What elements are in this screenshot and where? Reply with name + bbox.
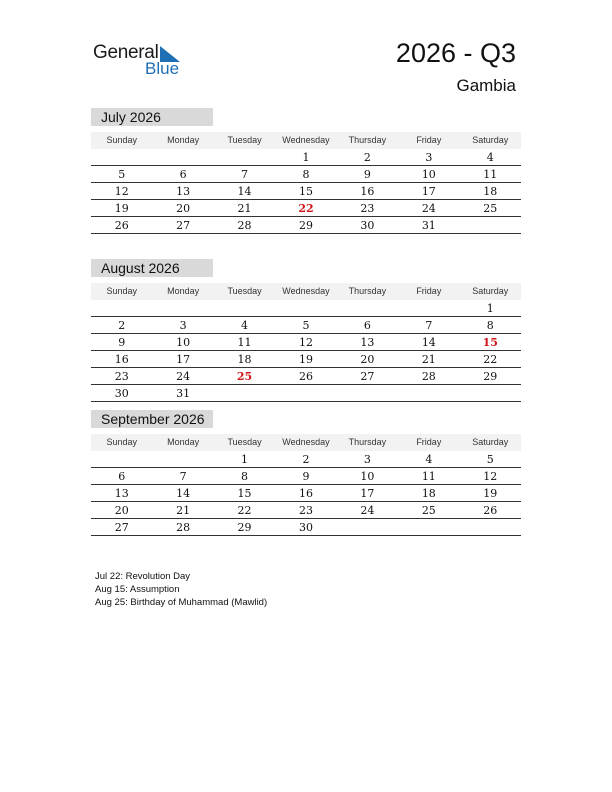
week-row	[91, 519, 521, 536]
empty-day-cell	[91, 451, 152, 467]
empty-day-cell	[275, 300, 336, 316]
empty-day-cell	[214, 385, 275, 401]
day-cell: 23	[114, 370, 129, 383]
month-july	[91, 108, 521, 234]
weekday-label: Sunday	[106, 437, 137, 447]
day-cell: 25	[483, 202, 498, 215]
weekday-label: Monday	[167, 135, 200, 145]
day-cell: 24	[360, 504, 375, 517]
day-cell: 18	[237, 353, 252, 366]
day-cell: 19	[114, 202, 129, 215]
day-cell: 10	[176, 336, 191, 349]
empty-day-cell	[398, 519, 459, 535]
weekday-header-row	[91, 283, 521, 300]
day-cell: 20	[360, 353, 375, 366]
generalblue-logo	[93, 42, 193, 78]
weekday-label: Friday	[416, 437, 442, 447]
day-cell: 19	[483, 487, 498, 500]
day-cell: 3	[179, 319, 187, 332]
weekday-header-row	[91, 132, 521, 149]
day-cell: 28	[421, 370, 436, 383]
page-title: 2026 - Q3	[395, 38, 516, 68]
day-cell: 7	[241, 168, 249, 181]
weekday-label: Sunday	[106, 286, 137, 296]
day-cell: 25	[421, 504, 436, 517]
day-cell: 20	[114, 504, 129, 517]
holiday-day-cell: 22	[298, 202, 314, 215]
week-row	[91, 468, 521, 485]
week-row	[91, 217, 521, 234]
day-cell: 11	[483, 168, 498, 181]
day-cell: 29	[298, 219, 313, 232]
empty-day-cell	[275, 385, 336, 401]
day-cell: 4	[241, 319, 249, 332]
day-cell: 17	[176, 353, 191, 366]
day-cell: 27	[176, 219, 191, 232]
day-cell: 12	[298, 336, 313, 349]
day-cell: 6	[179, 168, 187, 181]
empty-day-cell	[337, 300, 398, 316]
weekday-label: Friday	[416, 286, 442, 296]
empty-day-cell	[460, 217, 521, 233]
day-cell: 22	[483, 353, 498, 366]
holiday-day-cell: 25	[236, 370, 253, 383]
day-cell: 1	[302, 151, 310, 164]
empty-day-cell	[337, 519, 398, 535]
week-row	[91, 502, 521, 519]
week-row	[91, 166, 521, 183]
holiday-note: Aug 25: Birthday of Muhammad (Mawlid)	[95, 597, 268, 608]
day-cell: 26	[114, 219, 129, 232]
holiday-note: Jul 22: Revolution Day	[95, 571, 191, 582]
weekday-label: Sunday	[106, 135, 137, 145]
logo-text-blue: Blue	[145, 59, 180, 78]
empty-day-cell	[460, 385, 521, 401]
weekday-label: Wednesday	[282, 437, 330, 447]
weekday-header-row	[91, 434, 521, 451]
holiday-notes	[95, 570, 267, 609]
holiday-note: Aug 15: Assumption	[95, 584, 180, 595]
day-cell: 26	[298, 370, 313, 383]
weekday-label: Saturday	[472, 286, 509, 296]
weekday-label: Thursday	[348, 286, 387, 296]
week-row	[91, 200, 521, 217]
weekday-label: Tuesday	[227, 286, 262, 296]
day-cell: 18	[483, 185, 498, 198]
day-cell: 4	[425, 453, 433, 466]
weekday-label: Monday	[167, 286, 200, 296]
day-cell: 2	[363, 151, 371, 164]
day-cell: 16	[298, 487, 313, 500]
weekday-label: Friday	[416, 135, 442, 145]
day-cell: 14	[237, 185, 252, 198]
day-cell: 13	[176, 185, 191, 198]
empty-day-cell	[91, 300, 152, 316]
day-cell: 6	[118, 470, 126, 483]
day-cell: 21	[421, 353, 436, 366]
day-cell: 28	[237, 219, 252, 232]
day-cell: 30	[360, 219, 375, 232]
day-cell: 5	[118, 168, 126, 181]
day-cell: 8	[302, 168, 310, 181]
day-cell: 24	[421, 202, 436, 215]
month-september	[91, 410, 521, 536]
week-row	[91, 451, 521, 468]
day-cell: 21	[237, 202, 252, 215]
day-cell: 17	[360, 487, 375, 500]
empty-day-cell	[460, 519, 521, 535]
weekday-label: Thursday	[348, 437, 387, 447]
day-cell: 2	[302, 453, 310, 466]
weekday-label: Wednesday	[282, 135, 330, 145]
empty-day-cell	[398, 300, 459, 316]
day-cell: 10	[360, 470, 375, 483]
week-row	[91, 485, 521, 502]
day-cell: 13	[360, 336, 375, 349]
day-cell: 21	[176, 504, 191, 517]
day-cell: 18	[421, 487, 436, 500]
week-row	[91, 385, 521, 402]
day-cell: 15	[237, 487, 252, 500]
day-cell: 29	[483, 370, 498, 383]
day-cell: 14	[421, 336, 436, 349]
empty-day-cell	[214, 149, 275, 165]
day-cell: 19	[298, 353, 313, 366]
day-cell: 20	[176, 202, 191, 215]
day-cell: 3	[425, 151, 433, 164]
day-cell: 11	[237, 336, 252, 349]
day-cell: 17	[421, 185, 436, 198]
day-cell: 28	[176, 521, 191, 534]
weekday-label: Saturday	[472, 437, 509, 447]
month-title: September 2026	[91, 410, 213, 428]
weekday-label: Monday	[167, 437, 200, 447]
week-row	[91, 368, 521, 385]
day-cell: 23	[360, 202, 375, 215]
day-cell: 13	[114, 487, 129, 500]
weekday-label: Tuesday	[227, 135, 262, 145]
empty-day-cell	[152, 149, 213, 165]
month-august	[91, 259, 521, 402]
day-cell: 9	[363, 168, 371, 181]
day-cell: 30	[114, 387, 129, 400]
weekday-label: Tuesday	[227, 437, 262, 447]
day-cell: 9	[302, 470, 310, 483]
day-cell: 4	[486, 151, 494, 164]
week-row	[91, 183, 521, 200]
day-cell: 9	[118, 336, 126, 349]
day-cell: 27	[360, 370, 375, 383]
day-cell: 29	[237, 521, 252, 534]
day-cell: 23	[298, 504, 313, 517]
day-cell: 31	[421, 219, 436, 232]
day-cell: 15	[298, 185, 313, 198]
day-cell: 27	[114, 521, 129, 534]
month-title: August 2026	[91, 259, 213, 277]
day-cell: 3	[363, 453, 371, 466]
country-name: Gambia	[456, 76, 516, 95]
month-title: July 2026	[91, 108, 213, 126]
week-row	[91, 317, 521, 334]
week-row	[91, 149, 521, 166]
day-cell: 2	[118, 319, 126, 332]
day-cell: 16	[114, 353, 129, 366]
day-cell: 5	[486, 453, 494, 466]
empty-day-cell	[398, 385, 459, 401]
day-cell: 30	[298, 521, 313, 534]
day-cell: 31	[176, 387, 191, 400]
day-cell: 10	[421, 168, 436, 181]
empty-day-cell	[152, 300, 213, 316]
day-cell: 22	[237, 504, 252, 517]
day-cell: 7	[179, 470, 187, 483]
holiday-day-cell: 15	[482, 336, 498, 349]
day-cell: 1	[241, 453, 249, 466]
day-cell: 16	[360, 185, 375, 198]
week-row	[91, 334, 521, 351]
day-cell: 7	[425, 319, 433, 332]
empty-day-cell	[91, 149, 152, 165]
day-cell: 24	[176, 370, 191, 383]
week-row	[91, 300, 521, 317]
empty-day-cell	[337, 385, 398, 401]
logo-text-general: General	[93, 42, 159, 63]
weekday-label: Thursday	[348, 135, 387, 145]
weekday-label: Saturday	[472, 135, 509, 145]
day-cell: 6	[363, 319, 371, 332]
day-cell: 1	[486, 302, 494, 315]
day-cell: 8	[486, 319, 494, 332]
day-cell: 11	[421, 470, 436, 483]
week-row	[91, 351, 521, 368]
day-cell: 26	[483, 504, 498, 517]
day-cell: 5	[302, 319, 310, 332]
empty-day-cell	[214, 300, 275, 316]
day-cell: 12	[483, 470, 498, 483]
day-cell: 8	[241, 470, 249, 483]
weekday-label: Wednesday	[282, 286, 330, 296]
day-cell: 14	[176, 487, 191, 500]
day-cell: 12	[114, 185, 129, 198]
empty-day-cell	[152, 451, 213, 467]
